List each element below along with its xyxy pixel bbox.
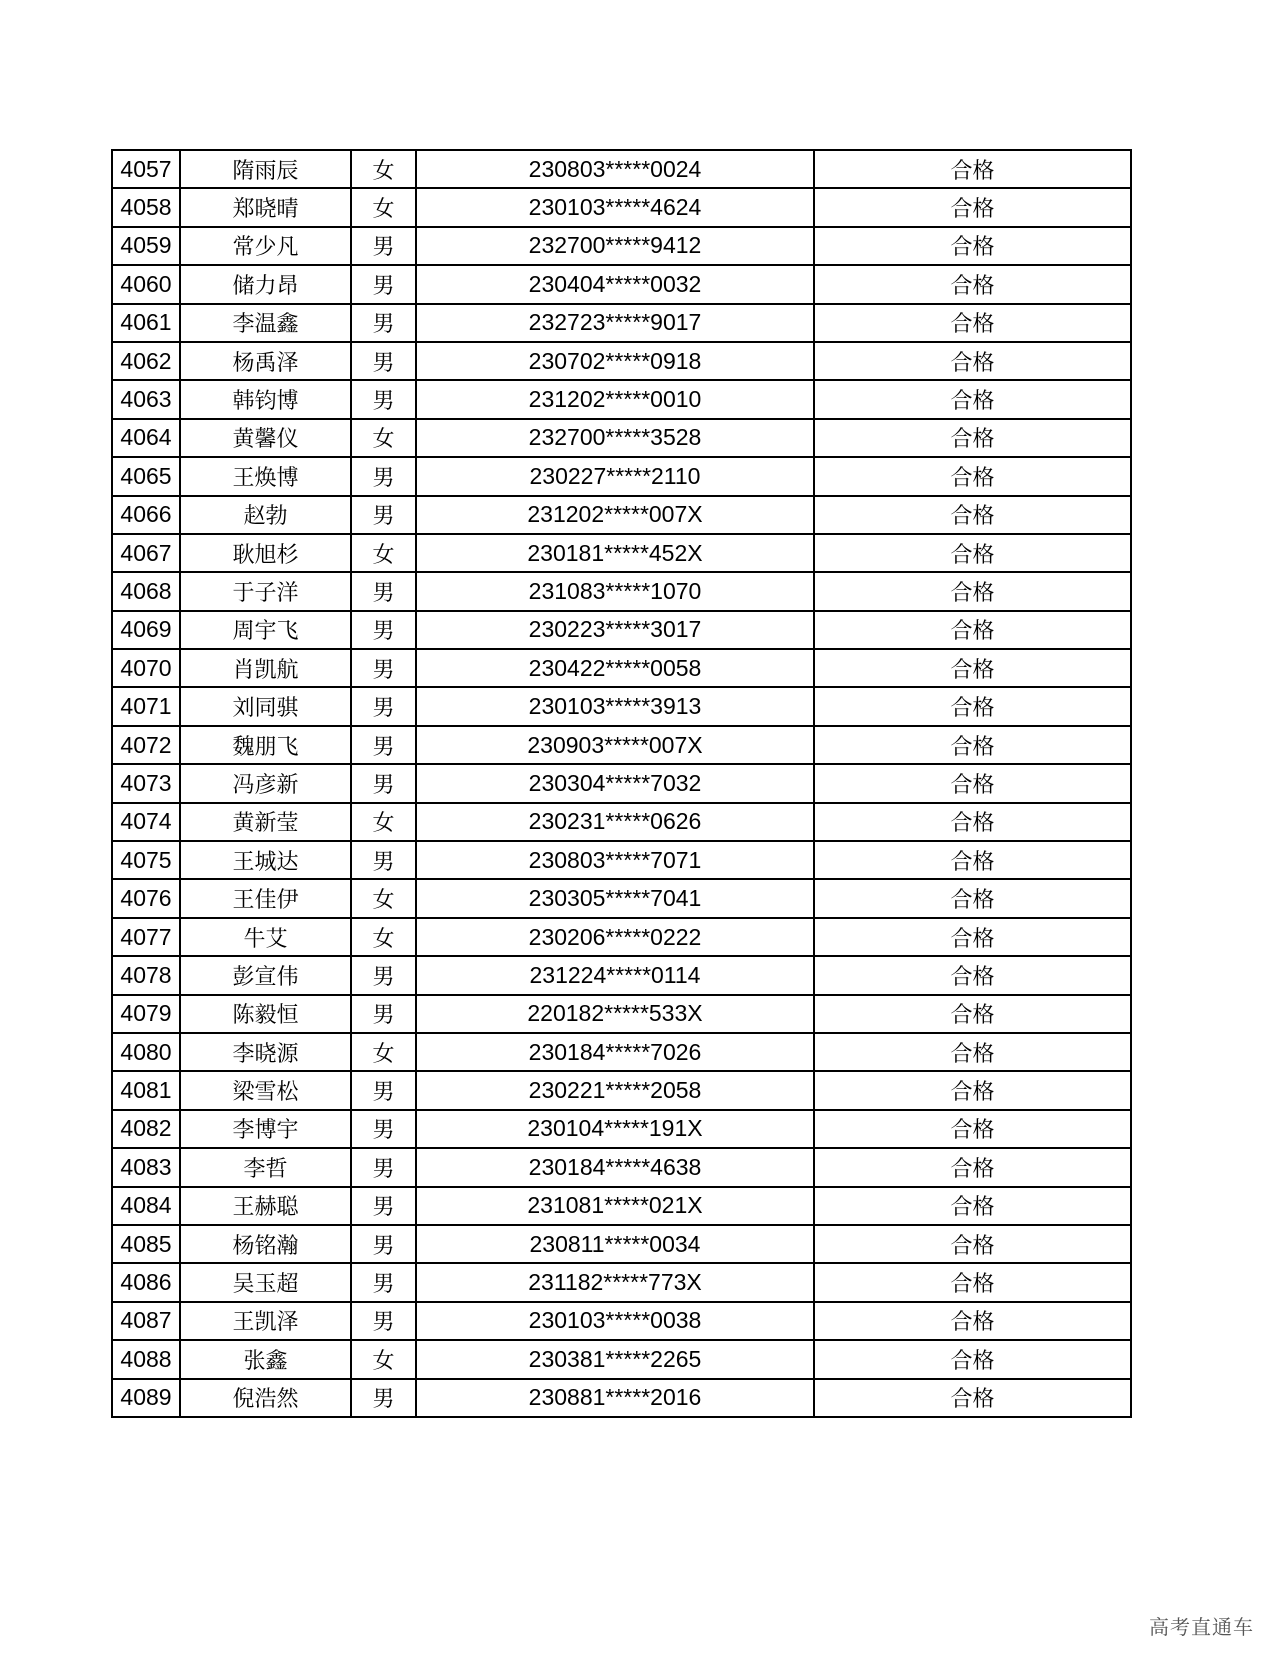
row-number-cell: 4089: [112, 1379, 180, 1417]
id-number-cell: 230404*****0032: [416, 265, 814, 303]
result-cell: 合格: [814, 726, 1131, 764]
id-number-cell: 230903*****007X: [416, 726, 814, 764]
gender-cell: 男: [351, 1071, 416, 1109]
name-cell: 赵勃: [180, 496, 351, 534]
name-cell: 魏朋飞: [180, 726, 351, 764]
gender-cell: 女: [351, 534, 416, 572]
table-row: [112, 1340, 1131, 1378]
id-number-cell: 232723*****9017: [416, 304, 814, 342]
table-row: [112, 803, 1131, 841]
result-cell: 合格: [814, 150, 1131, 188]
result-cell: 合格: [814, 227, 1131, 265]
result-cell: 合格: [814, 1148, 1131, 1186]
name-cell: 黄馨仪: [180, 419, 351, 457]
gender-cell: 男: [351, 1263, 416, 1301]
id-number-cell: 231182*****773X: [416, 1263, 814, 1301]
gender-cell: 男: [351, 1379, 416, 1417]
table-row: [112, 649, 1131, 687]
result-cell: 合格: [814, 572, 1131, 610]
table-row: [112, 956, 1131, 994]
id-number-cell: 231224*****0114: [416, 956, 814, 994]
name-cell: 常少凡: [180, 227, 351, 265]
name-cell: 王城达: [180, 841, 351, 879]
name-cell: 王赫聪: [180, 1187, 351, 1225]
results-table: [111, 149, 1132, 1418]
table-row: [112, 457, 1131, 495]
row-number-cell: 4082: [112, 1110, 180, 1148]
table-row: [112, 1110, 1131, 1148]
name-cell: 黄新莹: [180, 803, 351, 841]
row-number-cell: 4063: [112, 380, 180, 418]
row-number-cell: 4068: [112, 572, 180, 610]
id-number-cell: 231202*****007X: [416, 496, 814, 534]
table-row: [112, 534, 1131, 572]
table-row: [112, 1263, 1131, 1301]
gender-cell: 男: [351, 380, 416, 418]
row-number-cell: 4085: [112, 1225, 180, 1263]
table-row: [112, 265, 1131, 303]
table-row: [112, 1187, 1131, 1225]
name-cell: 冯彦新: [180, 764, 351, 802]
name-cell: 王凯泽: [180, 1302, 351, 1340]
row-number-cell: 4084: [112, 1187, 180, 1225]
name-cell: 王焕博: [180, 457, 351, 495]
row-number-cell: 4064: [112, 419, 180, 457]
gender-cell: 男: [351, 496, 416, 534]
name-cell: 储力昂: [180, 265, 351, 303]
name-cell: 梁雪松: [180, 1071, 351, 1109]
gender-cell: 女: [351, 803, 416, 841]
name-cell: 杨铭瀚: [180, 1225, 351, 1263]
name-cell: 李哲: [180, 1148, 351, 1186]
gender-cell: 男: [351, 687, 416, 725]
gender-cell: 男: [351, 572, 416, 610]
id-number-cell: 232700*****9412: [416, 227, 814, 265]
gender-cell: 女: [351, 1033, 416, 1071]
id-number-cell: 230803*****7071: [416, 841, 814, 879]
table-row: [112, 304, 1131, 342]
result-cell: 合格: [814, 764, 1131, 802]
name-cell: 于子洋: [180, 572, 351, 610]
gender-cell: 男: [351, 764, 416, 802]
id-number-cell: 230305*****7041: [416, 879, 814, 917]
id-number-cell: 230304*****7032: [416, 764, 814, 802]
name-cell: 周宇飞: [180, 611, 351, 649]
gender-cell: 女: [351, 918, 416, 956]
table-row: [112, 572, 1131, 610]
id-number-cell: 230227*****2110: [416, 457, 814, 495]
watermark-text: 高考直通车: [1149, 1615, 1254, 1639]
gender-cell: 女: [351, 188, 416, 226]
name-cell: 李温鑫: [180, 304, 351, 342]
result-cell: 合格: [814, 188, 1131, 226]
id-number-cell: 230103*****3913: [416, 687, 814, 725]
id-number-cell: 230181*****452X: [416, 534, 814, 572]
result-cell: 合格: [814, 304, 1131, 342]
row-number-cell: 4066: [112, 496, 180, 534]
row-number-cell: 4061: [112, 304, 180, 342]
row-number-cell: 4058: [112, 188, 180, 226]
table-row: [112, 918, 1131, 956]
gender-cell: 男: [351, 841, 416, 879]
gender-cell: 女: [351, 419, 416, 457]
result-cell: 合格: [814, 419, 1131, 457]
table-row: [112, 380, 1131, 418]
gender-cell: 男: [351, 457, 416, 495]
result-cell: 合格: [814, 1033, 1131, 1071]
gender-cell: 男: [351, 342, 416, 380]
row-number-cell: 4059: [112, 227, 180, 265]
row-number-cell: 4065: [112, 457, 180, 495]
id-number-cell: 230803*****0024: [416, 150, 814, 188]
result-cell: 合格: [814, 1340, 1131, 1378]
result-cell: 合格: [814, 1379, 1131, 1417]
result-cell: 合格: [814, 1263, 1131, 1301]
gender-cell: 男: [351, 1148, 416, 1186]
gender-cell: 男: [351, 1110, 416, 1148]
table-row: [112, 419, 1131, 457]
result-cell: 合格: [814, 918, 1131, 956]
id-number-cell: 230381*****2265: [416, 1340, 814, 1378]
name-cell: 刘同骐: [180, 687, 351, 725]
result-cell: 合格: [814, 803, 1131, 841]
name-cell: 隋雨辰: [180, 150, 351, 188]
result-cell: 合格: [814, 879, 1131, 917]
gender-cell: 男: [351, 304, 416, 342]
row-number-cell: 4062: [112, 342, 180, 380]
gender-cell: 女: [351, 1340, 416, 1378]
table-row: [112, 150, 1131, 188]
table-row: [112, 611, 1131, 649]
table-row: [112, 1379, 1131, 1417]
row-number-cell: 4088: [112, 1340, 180, 1378]
row-number-cell: 4070: [112, 649, 180, 687]
row-number-cell: 4076: [112, 879, 180, 917]
gender-cell: 男: [351, 1187, 416, 1225]
name-cell: 张鑫: [180, 1340, 351, 1378]
gender-cell: 女: [351, 150, 416, 188]
result-cell: 合格: [814, 1110, 1131, 1148]
row-number-cell: 4087: [112, 1302, 180, 1340]
id-number-cell: 230811*****0034: [416, 1225, 814, 1263]
row-number-cell: 4057: [112, 150, 180, 188]
gender-cell: 男: [351, 956, 416, 994]
row-number-cell: 4086: [112, 1263, 180, 1301]
name-cell: 牛艾: [180, 918, 351, 956]
id-number-cell: 230221*****2058: [416, 1071, 814, 1109]
row-number-cell: 4075: [112, 841, 180, 879]
name-cell: 吴玉超: [180, 1263, 351, 1301]
id-number-cell: 230881*****2016: [416, 1379, 814, 1417]
row-number-cell: 4079: [112, 995, 180, 1033]
name-cell: 李博宇: [180, 1110, 351, 1148]
id-number-cell: 230103*****0038: [416, 1302, 814, 1340]
row-number-cell: 4067: [112, 534, 180, 572]
result-cell: 合格: [814, 841, 1131, 879]
gender-cell: 男: [351, 611, 416, 649]
result-cell: 合格: [814, 1302, 1131, 1340]
id-number-cell: 230206*****0222: [416, 918, 814, 956]
id-number-cell: 230103*****4624: [416, 188, 814, 226]
gender-cell: 男: [351, 649, 416, 687]
name-cell: 倪浩然: [180, 1379, 351, 1417]
table-row: [112, 496, 1131, 534]
result-cell: 合格: [814, 649, 1131, 687]
id-number-cell: 230184*****4638: [416, 1148, 814, 1186]
row-number-cell: 4069: [112, 611, 180, 649]
result-cell: 合格: [814, 534, 1131, 572]
row-number-cell: 4083: [112, 1148, 180, 1186]
result-cell: 合格: [814, 956, 1131, 994]
name-cell: 王佳伊: [180, 879, 351, 917]
table-row: [112, 342, 1131, 380]
row-number-cell: 4077: [112, 918, 180, 956]
name-cell: 郑晓晴: [180, 188, 351, 226]
table-row: [112, 726, 1131, 764]
row-number-cell: 4081: [112, 1071, 180, 1109]
id-number-cell: 230223*****3017: [416, 611, 814, 649]
name-cell: 韩钧博: [180, 380, 351, 418]
name-cell: 肖凯航: [180, 649, 351, 687]
name-cell: 彭宣伟: [180, 956, 351, 994]
id-number-cell: 230231*****0626: [416, 803, 814, 841]
id-number-cell: 231083*****1070: [416, 572, 814, 610]
row-number-cell: 4073: [112, 764, 180, 802]
result-cell: 合格: [814, 1187, 1131, 1225]
result-cell: 合格: [814, 457, 1131, 495]
result-cell: 合格: [814, 380, 1131, 418]
table-row: [112, 188, 1131, 226]
row-number-cell: 4074: [112, 803, 180, 841]
table-row: [112, 841, 1131, 879]
result-cell: 合格: [814, 611, 1131, 649]
gender-cell: 男: [351, 1302, 416, 1340]
table-row: [112, 1071, 1131, 1109]
row-number-cell: 4080: [112, 1033, 180, 1071]
gender-cell: 男: [351, 227, 416, 265]
id-number-cell: 231202*****0010: [416, 380, 814, 418]
id-number-cell: 232700*****3528: [416, 419, 814, 457]
results-table-body: [112, 150, 1131, 1417]
table-row: [112, 227, 1131, 265]
result-cell: 合格: [814, 496, 1131, 534]
result-cell: 合格: [814, 995, 1131, 1033]
gender-cell: 男: [351, 995, 416, 1033]
row-number-cell: 4060: [112, 265, 180, 303]
table-row: [112, 764, 1131, 802]
row-number-cell: 4071: [112, 687, 180, 725]
result-cell: 合格: [814, 1225, 1131, 1263]
gender-cell: 女: [351, 879, 416, 917]
gender-cell: 男: [351, 265, 416, 303]
table-row: [112, 1302, 1131, 1340]
id-number-cell: 231081*****021X: [416, 1187, 814, 1225]
result-cell: 合格: [814, 1071, 1131, 1109]
id-number-cell: 230422*****0058: [416, 649, 814, 687]
table-row: [112, 1225, 1131, 1263]
name-cell: 杨禹泽: [180, 342, 351, 380]
name-cell: 陈毅恒: [180, 995, 351, 1033]
table-row: [112, 1148, 1131, 1186]
row-number-cell: 4072: [112, 726, 180, 764]
result-cell: 合格: [814, 342, 1131, 380]
result-cell: 合格: [814, 265, 1131, 303]
row-number-cell: 4078: [112, 956, 180, 994]
table-row: [112, 687, 1131, 725]
id-number-cell: 230104*****191X: [416, 1110, 814, 1148]
name-cell: 李晓源: [180, 1033, 351, 1071]
result-cell: 合格: [814, 687, 1131, 725]
id-number-cell: 230184*****7026: [416, 1033, 814, 1071]
table-row: [112, 995, 1131, 1033]
id-number-cell: 220182*****533X: [416, 995, 814, 1033]
gender-cell: 男: [351, 1225, 416, 1263]
name-cell: 耿旭杉: [180, 534, 351, 572]
table-row: [112, 879, 1131, 917]
table-row: [112, 1033, 1131, 1071]
gender-cell: 男: [351, 726, 416, 764]
id-number-cell: 230702*****0918: [416, 342, 814, 380]
